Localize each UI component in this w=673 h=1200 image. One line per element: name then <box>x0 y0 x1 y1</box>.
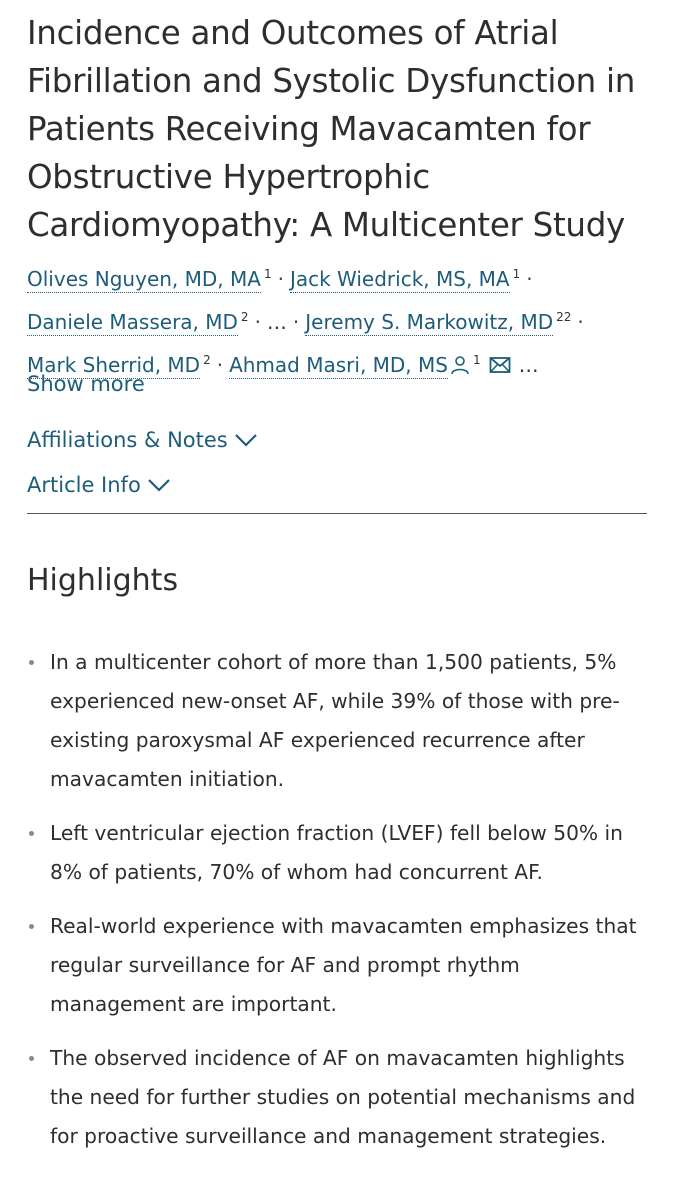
article-info-label: Article Info <box>27 473 141 497</box>
author-link[interactable]: Ahmad Masri, MD, MS <box>229 353 448 377</box>
person-icon[interactable] <box>450 350 470 386</box>
affiliations-notes-toggle[interactable] <box>27 428 258 452</box>
author-link[interactable]: Jack Wiedrick, MS, MA <box>289 267 510 291</box>
article-title: Incidence and Outcomes of Atrial Fibrillation and Systolic Dysfunction in Patients Receiving Mavacamten for Obstructive Hypertrophic Cardiomyopathy: A Multicenter Study <box>27 14 636 244</box>
separator-dot: · <box>292 310 300 334</box>
separator-dot: · <box>216 353 224 377</box>
author-affiliation-number: 1 <box>472 353 481 367</box>
separator-dot: · <box>277 267 284 291</box>
author-affiliation-number: 1 <box>512 267 521 281</box>
affiliations-notes-label: Affiliations & Notes <box>27 428 228 452</box>
separator-dot: · <box>526 267 533 291</box>
bullet-icon <box>29 831 34 836</box>
bullet-icon <box>29 660 34 665</box>
author-link[interactable]: Jeremy S. Markowitz, MD <box>305 310 554 334</box>
list-item <box>27 1039 657 1156</box>
author-list <box>27 256 667 385</box>
show-more-link[interactable]: Show more <box>27 372 145 396</box>
author-affiliation-number: 2 <box>240 310 249 324</box>
author-affiliation-number: 1 <box>263 267 272 281</box>
authors-ellipsis[interactable]: … <box>266 310 287 334</box>
separator-dot: · <box>254 310 261 334</box>
author-affiliation-number: 22 <box>556 310 572 324</box>
bullet-icon <box>29 924 34 929</box>
highlight-text: Real-world experience with mavacamten emphasizes that regular surveillance for AF and prompt rhythm management are important. <box>50 914 637 1016</box>
bullet-icon <box>29 1056 34 1061</box>
chevron-down-icon <box>147 477 171 493</box>
email-icon[interactable] <box>489 350 511 386</box>
highlights-heading: Highlights <box>27 563 179 598</box>
section-divider <box>27 513 647 514</box>
highlight-text: The observed incidence of AF on mavacamten highlights the need for further studies on potential mechanisms and for proactive surveillance and management strategies. <box>50 1046 636 1148</box>
list-item <box>27 643 657 799</box>
authors-ellipsis[interactable]: … <box>518 353 539 377</box>
highlight-text: Left ventricular ejection fraction (LVEF) fell below 50% in 8% of patients, 70% of whom had concurrent AF. <box>50 821 623 884</box>
list-item <box>27 814 657 892</box>
author-link[interactable]: Mark Sherrid, MD <box>27 353 201 377</box>
list-item <box>27 907 657 1024</box>
article-info-toggle[interactable] <box>27 473 171 497</box>
author-link[interactable]: Daniele Massera, MD <box>27 310 238 334</box>
separator-dot: · <box>577 310 584 334</box>
highlight-text: In a multicenter cohort of more than 1,500 patients, 5% experienced new-onset AF, while 39% of those with pre-existing paroxysmal AF experienced recurrence after mavacamten initiation. <box>50 650 620 791</box>
author-link[interactable]: Olives Nguyen, MD, MA <box>27 267 261 291</box>
author-affiliation-number: 2 <box>203 353 211 367</box>
chevron-down-icon <box>234 432 258 448</box>
highlights-list <box>27 643 657 1156</box>
